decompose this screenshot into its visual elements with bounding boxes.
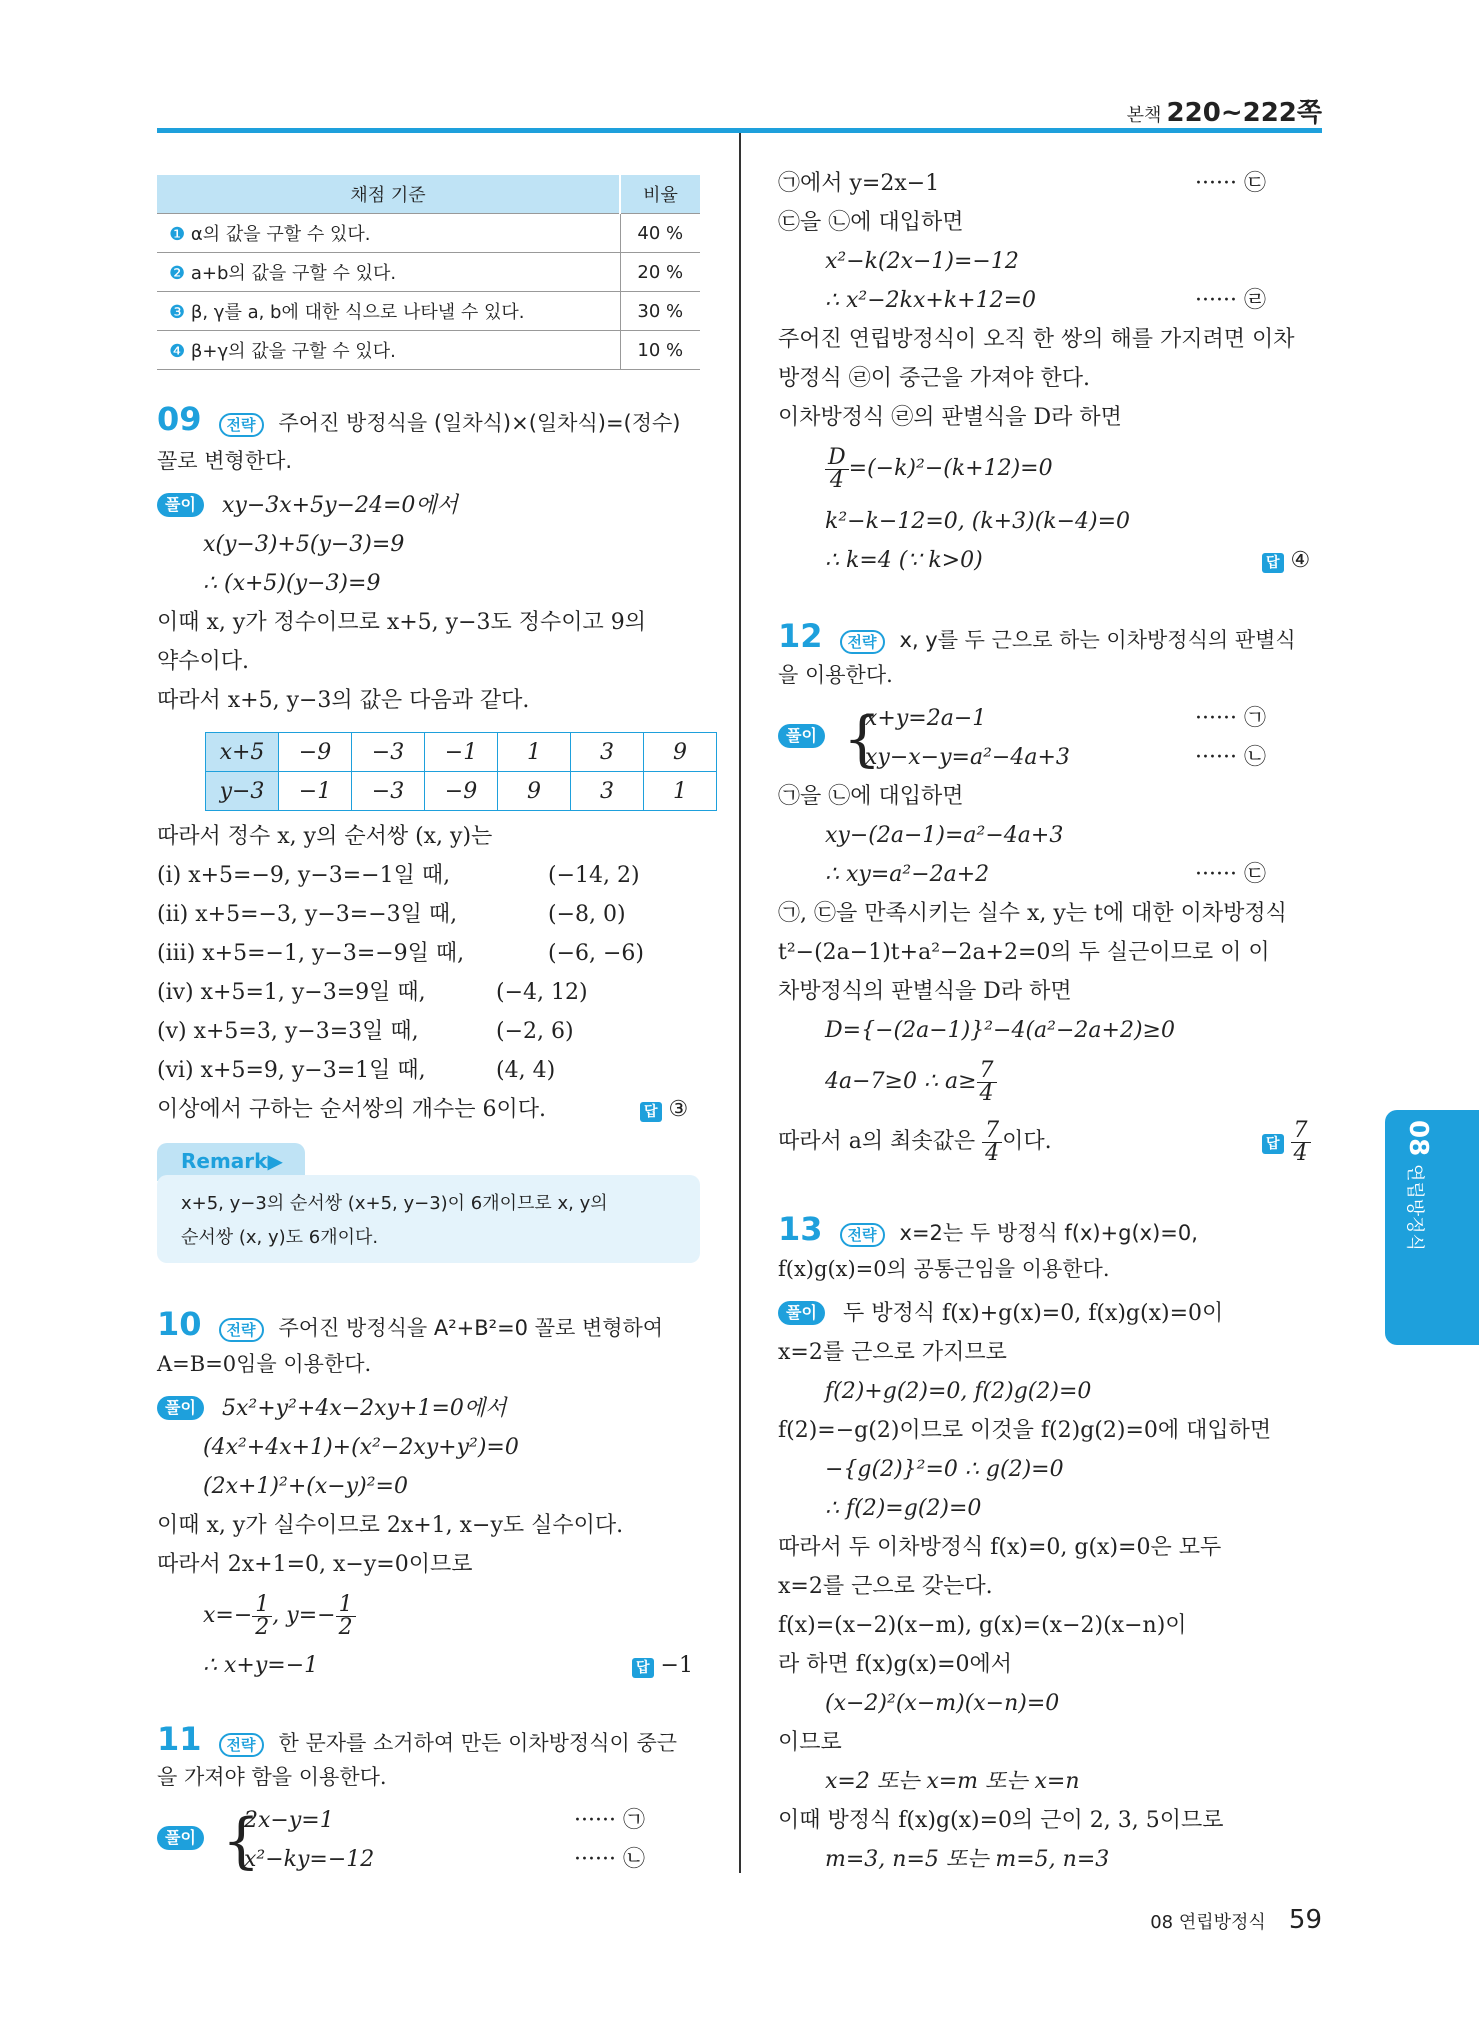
table-row: [157, 292, 700, 331]
solution-pill: [778, 724, 825, 748]
conclusion-post: 이다.: [1002, 1129, 1052, 1154]
solution-line: x(y−3)+5(y−3)=9: [203, 532, 405, 557]
case-value: (−14, 2): [548, 863, 640, 888]
table-cell: −3: [352, 733, 425, 772]
solution-label: 풀이: [778, 724, 825, 748]
problem-number: 12: [778, 617, 823, 655]
solution-line: xy−(2a−1)=a²−4a+3: [825, 823, 1064, 848]
solution-label: 풀이: [157, 1396, 204, 1420]
case-line: (vi) x+5=9, y−3=1일 때,: [157, 1058, 426, 1083]
table-cell: −3: [352, 772, 425, 811]
solution-line: ㉢을 ㉡에 대입하면: [778, 210, 964, 235]
answer: [632, 1652, 693, 1680]
denominator: 4: [829, 467, 844, 493]
eq-mark: ······ ㉠: [1195, 706, 1266, 731]
solution-line: D={−(2a−1)}²−4(a²−2a+2)≥0: [825, 1018, 1175, 1043]
solution-line: −{g(2)}²=0 ∴ g(2)=0: [825, 1457, 1064, 1482]
problem-number: 11: [157, 1720, 202, 1758]
answer-label: 답: [640, 1102, 662, 1122]
solution-line: 주어진 연립방정식이 오직 한 쌍의 해를 가지려면 이차: [778, 327, 1295, 352]
solution-line: m=3, n=5 또는 m=5, n=3: [825, 1847, 1110, 1872]
denominator: 2: [255, 1614, 270, 1640]
row-ratio: 20 %: [620, 253, 700, 292]
header-prefix: 본책: [1126, 105, 1162, 126]
problem-number: 13: [778, 1210, 823, 1248]
strategy-text: x, y를 두 근으로 하는 이차방정식의 판별식: [899, 628, 1296, 652]
strategy-text: A=B=0임을 이용한다.: [157, 1352, 372, 1376]
solution-label: 풀이: [778, 1301, 825, 1325]
case-value: (−4, 12): [496, 980, 588, 1005]
problem-12-heading: [778, 617, 1296, 655]
remark-label: Remark▶: [181, 1149, 283, 1173]
brace: {: [843, 704, 882, 774]
problem-11-heading: [157, 1720, 678, 1758]
strategy-text: 꼴로 변형한다.: [157, 449, 293, 473]
row-text: β, γ를 a, b에 대한 식으로 나타낼 수 있다.: [190, 302, 525, 323]
score-header-criteria: 채점 기준: [157, 175, 620, 214]
strategy-text: f(x)g(x)=0의 공통근임을 이용한다.: [778, 1257, 1110, 1281]
solution-line: ∴ k=4 (∵ k>0): [825, 548, 983, 573]
fraction: [336, 1591, 356, 1640]
denominator: 4: [1293, 1140, 1308, 1166]
solution-line: ∴ (x+5)(y−3)=9: [203, 571, 381, 596]
row-text: β+γ의 값을 구할 수 있다.: [190, 341, 396, 362]
solution-line: 두 방정식 f(x)+g(x)=0, f(x)g(x)=0이: [843, 1301, 1224, 1326]
answer-label: 답: [1262, 553, 1284, 573]
case-value: (−8, 0): [548, 902, 626, 927]
solution-line: 5x²+y²+4x−2xy+1=0에서: [222, 1396, 507, 1421]
fraction: [982, 1117, 1002, 1166]
table-row: [206, 772, 717, 811]
case-line: (ii) x+5=−3, y−3=−3일 때,: [157, 902, 458, 927]
case-line: (iv) x+5=1, y−3=9일 때,: [157, 980, 426, 1005]
solution-pill: [778, 1301, 825, 1325]
eq-mark: ······ ㉢: [1195, 862, 1266, 887]
system-eq: 2x−y=1: [244, 1808, 334, 1833]
strategy-text: 주어진 방정식을 (일차식)×(일차식)=(정수): [278, 411, 681, 435]
problem-number: 09: [157, 400, 202, 438]
denominator: 4: [985, 1140, 1000, 1166]
eq-mark: ······ ㉡: [1195, 745, 1266, 770]
table-cell: −1: [425, 733, 498, 772]
solution-line: ∴ x²−2kx+k+12=0: [825, 288, 1037, 313]
solution-line: 따라서 정수 x, y의 순서쌍 (x, y)는: [157, 824, 493, 849]
table-cell: 3: [571, 733, 644, 772]
answer-value: ③: [668, 1097, 689, 1122]
strategy-tag: 전략: [219, 1318, 264, 1342]
solution-line: 이때 x, y가 실수이므로 2x+1, x−y도 실수이다.: [157, 1513, 624, 1538]
eq-mark: ······ ㉣: [1195, 288, 1266, 313]
chapter-side-tab: [1385, 1110, 1479, 1345]
strategy-text: 을 가져야 함을 이용한다.: [157, 1765, 387, 1789]
solution-line: 차방정식의 판별식을 D라 하면: [778, 979, 1072, 1004]
solution-line: ㉠, ㉢을 만족시키는 실수 x, y는 t에 대한 이차방정식: [778, 901, 1287, 926]
row-mark: ❸: [169, 302, 186, 323]
solution-line: x²−k(2x−1)=−12: [825, 249, 1019, 274]
answer: [640, 1096, 688, 1124]
solution-label: 풀이: [157, 1826, 204, 1850]
problem-number: 10: [157, 1305, 202, 1343]
solution-line: (4x²+4x+1)+(x²−2xy+y²)=0: [203, 1435, 519, 1460]
conclusion-line: [778, 1118, 1052, 1166]
strategy-text: x=2는 두 방정식 f(x)+g(x)=0,: [899, 1221, 1198, 1245]
header: [1127, 92, 1322, 129]
denominator: 4: [979, 1080, 994, 1106]
solution-fraction-line: [825, 1058, 997, 1106]
solution-line: xy−3x+5y−24=0에서: [222, 493, 458, 518]
solution-line: t²−(2a−1)t+a²−2a+2=0의 두 실근이므로 이 이: [778, 940, 1270, 965]
table-row: [157, 253, 700, 292]
remark-line: x+5, y−3의 순서쌍 (x+5, y−3)이 6개이므로 x, y의: [181, 1193, 608, 1214]
solution-line: ㉠에서 y=2x−1: [778, 171, 940, 196]
solution-line: 이므로: [778, 1730, 842, 1755]
answer-value: −1: [660, 1653, 693, 1678]
solution-line: 따라서 2x+1=0, x−y=0이므로: [157, 1552, 473, 1577]
table-cell: 3: [571, 772, 644, 811]
eq-mark: ······ ㉠: [574, 1808, 645, 1833]
solution-line: x=2 또는 x=m 또는 x=n: [825, 1769, 1080, 1794]
solution-line: 이상에서 구하는 순서쌍의 개수는 6이다.: [157, 1097, 546, 1122]
fraction: [825, 444, 849, 493]
solution-line: 따라서 x+5, y−3의 값은 다음과 같다.: [157, 688, 530, 713]
row-ratio: 10 %: [620, 331, 700, 370]
problem-13-heading: [778, 1210, 1198, 1248]
solution-line: f(x)=(x−2)(x−m), g(x)=(x−2)(x−n)이: [778, 1613, 1187, 1638]
solution-line: ㉠을 ㉡에 대입하면: [778, 784, 964, 809]
solution-line: x=2를 근으로 갖는다.: [778, 1574, 993, 1599]
page-number: 59: [1288, 1905, 1322, 1935]
value-table: [205, 732, 717, 811]
numerator: D: [825, 447, 849, 470]
solution-pill: [157, 1826, 204, 1850]
table-cell: −9: [425, 772, 498, 811]
footer-chapter: 08 연립방정식: [1150, 1912, 1266, 1933]
fraction: [977, 1057, 997, 1106]
solution-line: 이때 x, y가 정수이므로 x+5, y−3도 정수이고 9의: [157, 610, 646, 635]
solution-line: 이때 방정식 f(x)g(x)=0의 근이 2, 3, 5이므로: [778, 1808, 1224, 1833]
table-row: [157, 214, 700, 253]
case-value: (−6, −6): [548, 941, 645, 966]
strategy-tag: 전략: [219, 413, 264, 437]
answer-label: 답: [632, 1658, 654, 1678]
column-divider: [739, 133, 741, 1873]
problem-09-heading: [157, 400, 681, 438]
remark-box: [157, 1175, 700, 1263]
solution-line: f(2)=−g(2)이므로 이것을 f(2)g(2)=0에 대입하면: [778, 1418, 1272, 1443]
row-mark: ❷: [169, 263, 186, 284]
numerator: 1: [252, 1594, 272, 1617]
numerator: 7: [982, 1120, 1002, 1143]
table-row: [157, 331, 700, 370]
denominator: 2: [338, 1614, 353, 1640]
solution-label: 풀이: [157, 493, 204, 517]
solution-line: 따라서 두 이차방정식 f(x)=0, g(x)=0은 모두: [778, 1535, 1222, 1560]
table-cell: −1: [279, 772, 352, 811]
solution-line: 이차방정식 ㉣의 판별식을 D라 하면: [778, 405, 1122, 430]
solution-line: f(2)+g(2)=0, f(2)g(2)=0: [825, 1379, 1092, 1404]
numerator: 7: [1291, 1120, 1311, 1143]
strategy-tag: 전략: [840, 630, 885, 654]
table-row: [206, 733, 717, 772]
numerator: 7: [977, 1060, 997, 1083]
solution-line: (2x+1)²+(x−y)²=0: [203, 1474, 408, 1499]
score-table: [157, 175, 700, 370]
row-head: x+5: [206, 733, 279, 772]
solution-fraction-line: [203, 1592, 356, 1640]
answer-fraction: [1291, 1117, 1311, 1166]
system-eq: xy−x−y=a²−4a+3: [865, 745, 1070, 770]
answer: [1262, 1118, 1311, 1166]
solution-line: =(−k)²−(k+12)=0: [848, 456, 1053, 481]
solution-line: 라 하면 f(x)g(x)=0에서: [778, 1652, 1013, 1677]
case-value: (−2, 6): [496, 1019, 574, 1044]
system-eq: x²−ky=−12: [244, 1847, 375, 1872]
strategy-text: 을 이용한다.: [778, 663, 893, 687]
score-header-ratio: 비율: [620, 175, 700, 214]
solution-line: k²−k−12=0, (k+3)(k−4)=0: [825, 509, 1131, 534]
case-value: (4, 4): [496, 1058, 556, 1083]
solution-line: 4a−7≥0 ∴ a≥: [825, 1069, 977, 1094]
strategy-tag: 전략: [219, 1733, 264, 1757]
answer: [1262, 547, 1310, 575]
solution-line: 약수이다.: [157, 649, 250, 674]
strategy-text: 주어진 방정식을 A²+B²=0 꼴로 변형하여: [278, 1316, 664, 1340]
table-cell: 9: [644, 733, 717, 772]
case-line: (v) x+5=3, y−3=3일 때,: [157, 1019, 419, 1044]
problem-10-heading: [157, 1305, 664, 1343]
brace: {: [222, 1806, 261, 1876]
row-ratio: 30 %: [620, 292, 700, 331]
row-text: α의 값을 구할 수 있다.: [190, 224, 371, 245]
strategy-tag: 전략: [840, 1223, 885, 1247]
solution-line: (x−2)²(x−m)(x−n)=0: [825, 1691, 1060, 1716]
conclusion-pre: 따라서 a의 최솟값은: [778, 1129, 983, 1154]
footer: [1150, 1905, 1322, 1935]
solution-line: 방정식 ㉣이 중근을 가져야 한다.: [778, 366, 1090, 391]
fraction: [252, 1591, 272, 1640]
answer-value: ④: [1290, 548, 1311, 573]
solution-pill: [157, 493, 204, 517]
header-pages: 220~222쪽: [1166, 98, 1322, 128]
row-head: y−3: [206, 772, 279, 811]
case-line: (i) x+5=−9, y−3=−1일 때,: [157, 863, 451, 888]
row-mark: ❶: [169, 224, 186, 245]
table-cell: −9: [279, 733, 352, 772]
x-prefix: x=−: [203, 1603, 253, 1628]
strategy-text: 한 문자를 소거하여 만든 이차방정식이 중근: [278, 1731, 678, 1755]
side-tab-number: 08: [1403, 1120, 1433, 1157]
numerator: 1: [336, 1594, 356, 1617]
answer-label: 답: [1262, 1134, 1284, 1154]
solution-pill: [157, 1396, 204, 1420]
solution-line: ∴ f(2)=g(2)=0: [825, 1496, 982, 1521]
row-ratio: 40 %: [620, 214, 700, 253]
side-tab-title: 연립방정식: [1404, 1164, 1425, 1251]
y-prefix: , y=−: [272, 1603, 336, 1628]
remark-line: 순서쌍 (x, y)도 6개이다.: [181, 1227, 379, 1248]
system-eq: x+y=2a−1: [865, 706, 987, 731]
solution-fraction-line: [825, 445, 1053, 493]
table-cell: 9: [498, 772, 571, 811]
row-mark: ❹: [169, 341, 186, 362]
row-text: a+b의 값을 구할 수 있다.: [190, 263, 397, 284]
solution-line: x=2를 근으로 가지므로: [778, 1340, 1007, 1365]
solution-line: ∴ xy=a²−2a+2: [825, 862, 990, 887]
case-line: (iii) x+5=−1, y−3=−9일 때,: [157, 941, 465, 966]
table-cell: 1: [644, 772, 717, 811]
eq-mark: ······ ㉢: [1195, 171, 1266, 196]
table-cell: 1: [498, 733, 571, 772]
solution-line: ∴ x+y=−1: [203, 1653, 319, 1678]
eq-mark: ······ ㉡: [574, 1847, 645, 1872]
